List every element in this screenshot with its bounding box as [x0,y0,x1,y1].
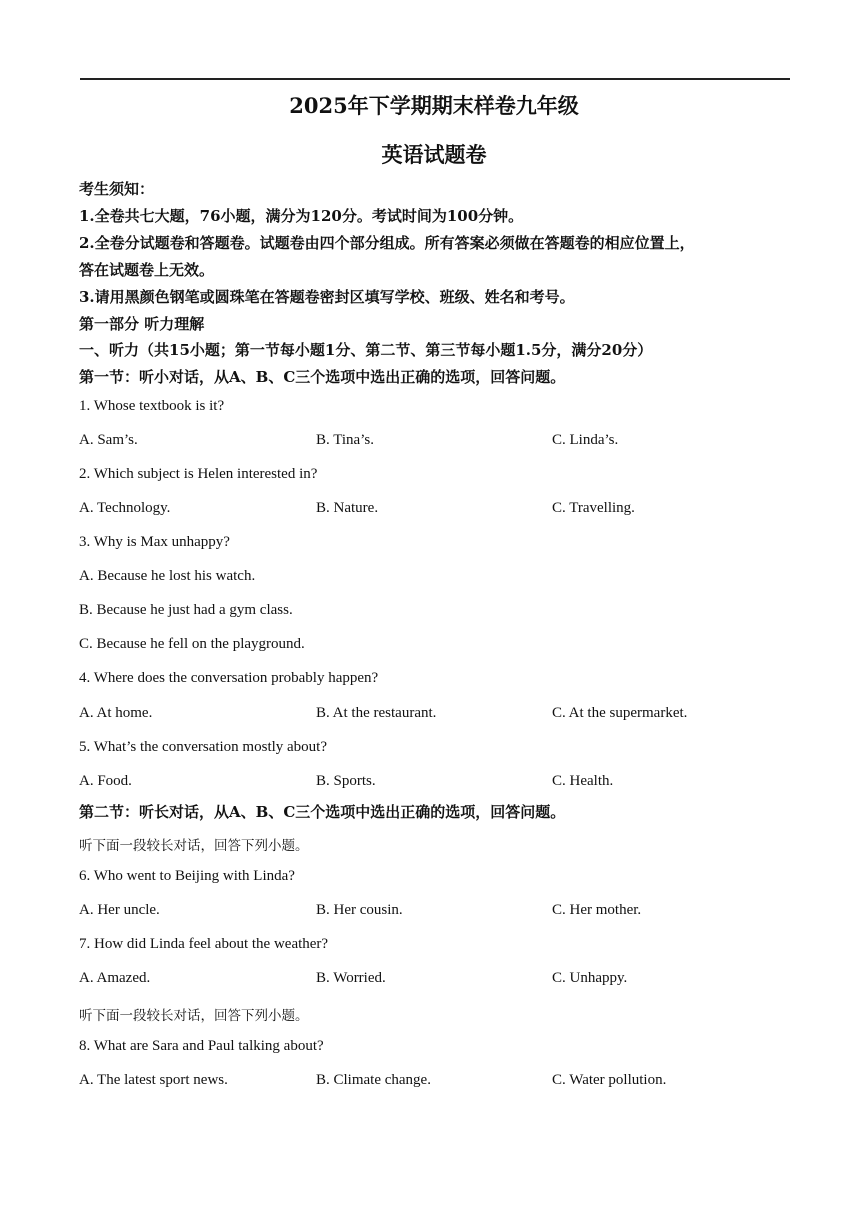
question-8-option-a: A. The latest sport news. [79,1072,228,1088]
question-4-option-c: C. At the supermarket. [552,705,688,721]
section1-instruction: 第一节：听小对话，从A、B、C三个选项中选出正确的选项，回答问题。 [79,368,566,386]
question-7-option-c: C. Unhappy. [552,970,628,986]
question-7-option-b: B. Worried. [316,970,386,986]
question-1-option-c: C. Linda’s. [552,432,619,448]
question-5-option-b: B. Sports. [316,773,376,789]
question-5-option-c: C. Health. [552,773,614,789]
question-3-option-c: C. Because he fell on the playground. [79,636,305,652]
section2-instruction: 第二节：听长对话，从A、B、C三个选项中选出正确的选项，回答问题。 [79,803,566,821]
question-2-option-b: B. Nature. [316,500,379,516]
top-rule [80,78,790,80]
question-8-option-c: C. Water pollution. [552,1072,667,1088]
question-3: 3. Why is Max unhappy? [79,534,230,550]
question-1: 1. Whose textbook is it? [79,398,225,414]
question-8: 8. What are Sara and Paul talking about? [79,1038,324,1054]
part1-heading: 第一部分 听力理解 [79,315,205,333]
question-8-option-b: B. Climate change. [316,1072,431,1088]
notice-heading: 考生须知： [79,180,155,198]
question-6: 6. Who went to Beijing with Linda? [79,868,295,884]
question-2-option-a: A. Technology. [79,500,171,516]
question-7: 7. How did Linda feel about the weather? [79,936,329,952]
question-5-option-a: A. Food. [79,773,132,789]
notice-item-2-continued: 答在试题卷上无效。 [79,261,215,279]
listen-instruction-2: 听下面一段较长对话，回答下列小题。 [79,1008,309,1024]
notice-item-3: 3.请用黑颜色钢笔或圆珠笔在答题卷密封区填写学校、班级、姓名和考号。 [79,288,575,306]
question-4-option-b: B. At the restaurant. [316,705,437,721]
exam-title: 2025年下学期期末样卷九年级 [289,93,579,118]
question-2-option-c: C. Travelling. [552,500,635,516]
question-3-option-a: A. Because he lost his watch. [79,568,256,584]
question-6-option-a: A. Her uncle. [79,902,160,918]
question-3-option-b: B. Because he just had a gym class. [79,602,293,618]
notice-item-1: 1.全卷共七大题，76小题，满分为120分。考试时间为100分钟。 [79,207,524,225]
question-6-option-b: B. Her cousin. [316,902,403,918]
question-4: 4. Where does the conversation probably happen? [79,670,379,686]
question-2: 2. Which subject is Helen interested in? [79,466,318,482]
question-5: 5. What’s the conversation mostly about? [79,739,328,755]
question-7-option-a: A. Amazed. [79,970,151,986]
question-1-option-b: B. Tina’s. [316,432,374,448]
question-6-option-c: C. Her mother. [552,902,642,918]
notice-item-2: 2.全卷分试题卷和答题卷。试题卷由四个部分组成。所有答案必须做在答题卷的相应位置上， [79,234,695,252]
exam-subtitle: 英语试题卷 [381,142,487,167]
listen-instruction-1: 听下面一段较长对话，回答下列小题。 [79,838,309,854]
question-1-option-a: A. Sam’s. [79,432,138,448]
listening-section-heading: 一、听力（共15小题；第一节每小题1分、第二节、第三节每小题1.5分，满分20分） [79,341,653,359]
question-4-option-a: A. At home. [79,705,153,721]
